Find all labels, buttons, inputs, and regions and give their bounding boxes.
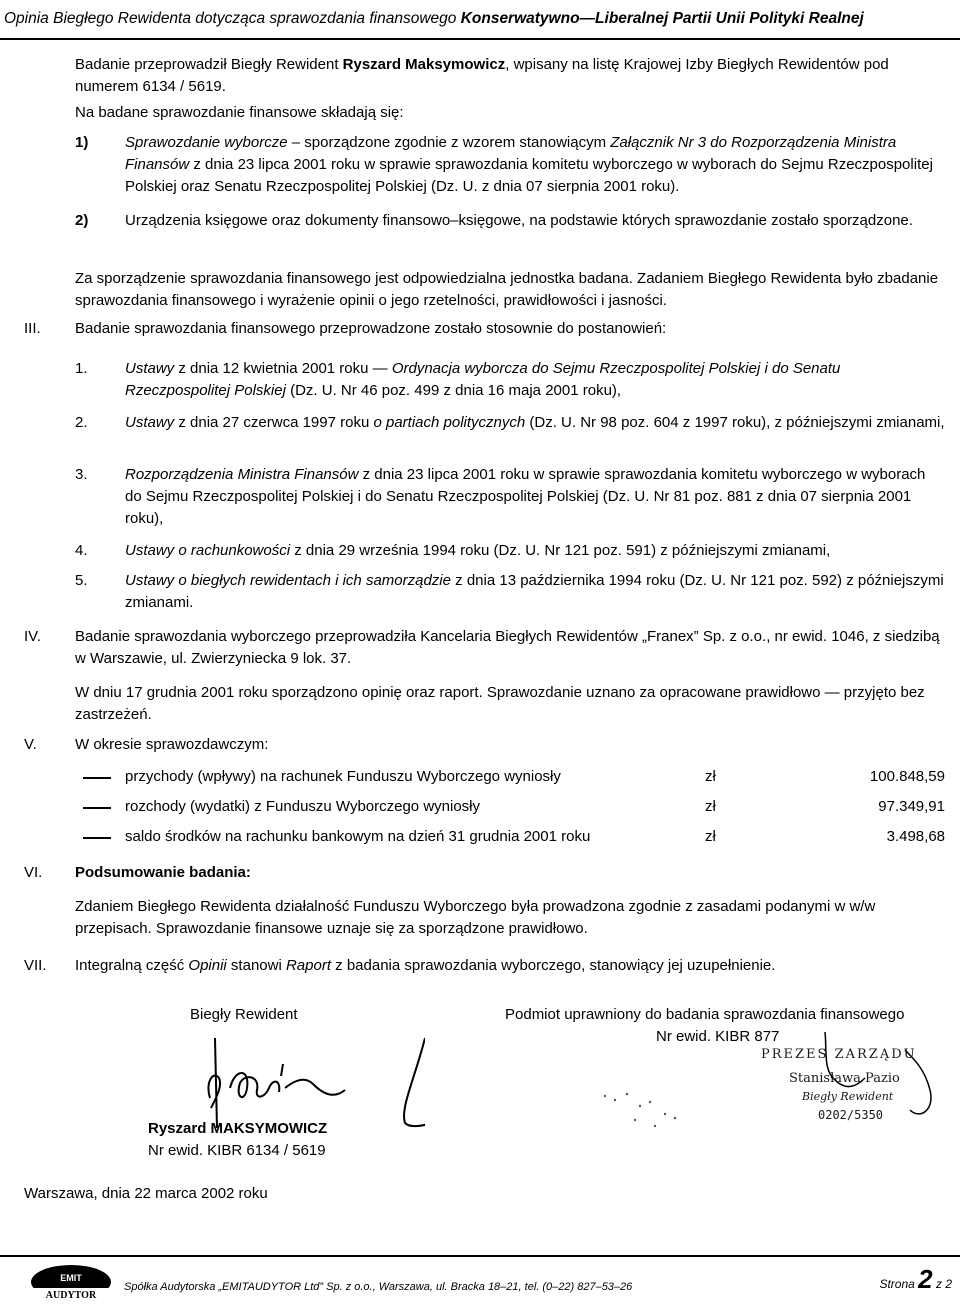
item-1-b: – sporządzone zgodnie z wzorem stanowiącym bbox=[287, 134, 611, 151]
auditor-printed-name: Ryszard MAKSYMOWICZ bbox=[148, 1120, 328, 1137]
legal-basis-item-1 bbox=[75, 358, 945, 402]
section-vi-content bbox=[75, 862, 945, 940]
money-amount: 97.349,91 bbox=[878, 798, 945, 815]
vii-c: stanowi bbox=[226, 957, 286, 974]
list-5-b: z dnia 13 października 1994 roku (Dz. U. Nr 121 poz. 592) z późniejszymi zmianami. bbox=[125, 572, 944, 611]
footer-rule bbox=[0, 1255, 960, 1257]
page-header bbox=[0, 0, 960, 40]
list-number: 5. bbox=[75, 572, 88, 589]
intro bbox=[75, 54, 945, 124]
place-and-date: Warszawa, dnia 22 marca 2002 roku bbox=[24, 1185, 268, 1202]
logo-text-bottom: AUDYTOR bbox=[45, 1290, 97, 1301]
item-body: Urządzenia księgowe oraz dokumenty finansowo–księgowe, na podstawie których sprawozdanie zostało sporządzone. bbox=[125, 212, 913, 229]
list-3-b: z dnia 23 lipca 2001 roku w sprawie sprawozdania komitetu wyborczego w wyborach do Sejmu Rzeczpospolitej Polskiej i do Senatu Rzeczpospolitej Polskiej (Dz. U. Nr 81 poz. 881 z dnia 07 sierpnia 2001 roku), bbox=[125, 466, 926, 527]
responsibility-paragraph bbox=[75, 268, 945, 312]
stamp-number: 0202/5350 bbox=[818, 1108, 884, 1122]
header-title-plain: Opinia Biegłego Rewidenta dotycząca sprawozdania finansowego bbox=[4, 10, 461, 27]
firm-line-1: Podmiot uprawniony do badania sprawozdania finansowego bbox=[505, 1006, 905, 1023]
money-row bbox=[75, 826, 945, 848]
money-amount: 100.848,59 bbox=[869, 768, 945, 785]
list-number: 4. bbox=[75, 542, 88, 559]
item-1-c: Załącznik Nr 3 do Rozporządzenia Ministra Finansów bbox=[125, 134, 897, 173]
page-number bbox=[879, 1264, 952, 1295]
auditor-registration: Nr ewid. KIBR 6134 / 5619 bbox=[148, 1142, 326, 1159]
firm-signature-block bbox=[505, 1000, 955, 1150]
section-number: VII. bbox=[24, 957, 47, 974]
list-2-b: z dnia 27 czerwca 1997 roku bbox=[174, 414, 374, 431]
list-1-c: Ordynacja wyborcza do Sejmu Rzeczpospolitej Polskiej i do Senatu Rzeczpospolitej Polskiej bbox=[125, 360, 841, 399]
logo-text-top: EMIT bbox=[60, 1273, 82, 1283]
list-text bbox=[125, 540, 945, 562]
list-number: 1. bbox=[75, 360, 88, 377]
money-row bbox=[75, 766, 945, 788]
page-footer bbox=[0, 1260, 960, 1307]
vii-d: Raport bbox=[285, 957, 331, 974]
section-vii-text bbox=[75, 955, 945, 977]
emit-auditor-logo-icon bbox=[28, 1262, 114, 1304]
firm-registration: Nr ewid. KIBR 877 bbox=[656, 1028, 780, 1045]
intro-auditor-a: Badanie przeprowadził Biegły Rewident bbox=[75, 56, 343, 73]
component-item-2 bbox=[75, 210, 945, 232]
money-currency: zł bbox=[705, 798, 716, 815]
signature-role: Biegły Rewident bbox=[190, 1006, 298, 1023]
dash-bullet bbox=[83, 777, 111, 779]
stamp-dots bbox=[545, 1056, 725, 1146]
legal-basis-item-3 bbox=[75, 464, 945, 530]
list-number: 3. bbox=[75, 466, 88, 483]
section-number: IV. bbox=[24, 628, 41, 645]
stamp-title: PREZES ZARZĄDU bbox=[761, 1047, 917, 1062]
money-amount: 3.498,68 bbox=[886, 828, 945, 845]
list-1-d: (Dz. U. Nr 46 poz. 499 z dnia 16 maja 2001 roku), bbox=[285, 382, 622, 399]
section-vi-title: Podsumowanie badania: bbox=[75, 864, 251, 881]
dash-bullet bbox=[83, 837, 111, 839]
item-1-a: Sprawozdanie wyborcze bbox=[125, 134, 288, 151]
component-item-1 bbox=[75, 132, 945, 198]
section-iv-p1: Badanie sprawozdania wyborczego przeprowadziła Kancelaria Biegłych Rewidentów „Franex” Sp. z o.o., nr ewid. 1046, z siedzibą w Warszawie, ul. Zwierzyniecka 9 lok. 37. bbox=[75, 628, 940, 667]
vii-a: Integralną część bbox=[75, 957, 189, 974]
list-3-a: Rozporządzenia Ministra Finansów bbox=[125, 466, 359, 483]
section-vi-text: Zdaniem Biegłego Rewidenta działalność Funduszu Wyborczego była prowadzona zgodnie z zasadami podanymi w w/w przepisach. Sprawozdanie finansowe uznaje się za sporządzone prawidłowo. bbox=[75, 898, 876, 937]
intro-components: Na badane sprawozdanie finansowe składają się: bbox=[75, 104, 404, 121]
money-label: saldo środków na rachunku bankowym na dzień 31 grudnia 2001 roku bbox=[125, 828, 591, 845]
money-currency: zł bbox=[705, 768, 716, 785]
page-label: Strona bbox=[879, 1277, 915, 1291]
legal-basis-item-2 bbox=[75, 412, 945, 434]
handwritten-signature bbox=[185, 1028, 425, 1128]
header-title bbox=[4, 8, 864, 30]
list-2-a: Ustawy bbox=[125, 414, 175, 431]
list-5-a: Ustawy o biegłych rewidentach i ich samorządzie bbox=[125, 572, 451, 589]
header-rule bbox=[0, 38, 960, 40]
list-text bbox=[125, 570, 945, 614]
money-currency: zł bbox=[705, 828, 716, 845]
vii-e: z badania sprawozdania wyborczego, stanowiący jej uzupełnienie. bbox=[331, 957, 776, 974]
item-1-d: z dnia 23 lipca 2001 roku w sprawie sprawozdania komitetu wyborczego w wyborach do Sejmu Rzeczpospolitej Polskiej oraz Senatu Rzeczpospolitej Polskiej (Dz. U. z dnia 07 sierpnia 2001 roku). bbox=[125, 156, 933, 195]
handwritten-signature bbox=[735, 1030, 935, 1140]
stamp-role: Biegły Rewident bbox=[802, 1090, 894, 1103]
section-iv-p2: W dniu 17 grudnia 2001 roku sporządzono opinię oraz raport. Sprawozdanie uznano za opracowane prawidłowo — przyjęto bez zastrzeżeń. bbox=[75, 684, 925, 723]
section-iii-text: Badanie sprawozdania finansowego przeprowadzone zostało stosownie do postanowień: bbox=[75, 320, 667, 337]
list-4-a: Ustawy o rachunkowości bbox=[125, 542, 291, 559]
item-body bbox=[125, 132, 945, 198]
header-title-bold: Konserwatywno—Liberalnej Partii Unii Polityki Realnej bbox=[460, 10, 864, 27]
intro-auditor bbox=[75, 54, 945, 98]
intro-auditor-c: , wpisany na listę Krajowej Izby Biegłych Rewidentów pod numerem 6134 / 5619. bbox=[75, 56, 889, 95]
list-1-b: z dnia 12 kwietnia 2001 roku — bbox=[174, 360, 392, 377]
legal-basis-item-5 bbox=[75, 570, 945, 614]
section-v-title: W okresie sprawozdawczym: bbox=[75, 736, 269, 753]
list-text bbox=[125, 464, 945, 530]
money-label: przychody (wpływy) na rachunek Funduszu Wyborczego wyniosły bbox=[125, 768, 561, 785]
section-number: V. bbox=[24, 736, 37, 753]
list-text bbox=[125, 412, 945, 434]
page-current: 2 bbox=[918, 1264, 933, 1294]
stamp-name: Stanisława Pazio bbox=[789, 1071, 900, 1086]
list-1-a: Ustawy bbox=[125, 360, 175, 377]
responsibility-text: Za sporządzenie sprawozdania finansowego jest odpowiedzialna jednostka badana. Zadaniem Biegłego Rewidenta było zbadanie sprawozdania finansowego i wyrażenie opinii o jego rzetelności, prawidłowości i jasności. bbox=[75, 270, 939, 309]
list-text bbox=[125, 358, 945, 402]
money-row bbox=[75, 796, 945, 818]
money-label: rozchody (wydatki) z Funduszu Wyborczego wyniosły bbox=[125, 798, 480, 815]
auditor-name: Ryszard Maksymowicz bbox=[342, 56, 506, 73]
list-2-c: o partiach politycznych bbox=[373, 414, 526, 431]
section-number: III. bbox=[24, 320, 41, 337]
item-number: 1) bbox=[75, 134, 89, 151]
list-4-b: z dnia 29 września 1994 roku (Dz. U. Nr 121 poz. 591) z późniejszymi zmianami, bbox=[290, 542, 831, 559]
dash-bullet bbox=[83, 807, 111, 809]
auditor-signature-block bbox=[145, 1000, 425, 1170]
legal-basis-item-4 bbox=[75, 540, 945, 562]
footer-company-info: Spółka Audytorska „EMITAUDYTOR Ltd” Sp. z o.o., Warszawa, ul. Bracka 18–21, tel. (0–22) 827–53–26 bbox=[124, 1281, 633, 1293]
list-number: 2. bbox=[75, 414, 88, 431]
section-number: VI. bbox=[24, 864, 43, 881]
list-2-d: (Dz. U. Nr 98 poz. 604 z 1997 roku), z późniejszymi zmianami, bbox=[525, 414, 945, 431]
section-iv-content bbox=[75, 626, 945, 726]
item-number: 2) bbox=[75, 212, 89, 229]
page-total: z 2 bbox=[935, 1277, 952, 1291]
vii-b: Opinii bbox=[188, 957, 227, 974]
